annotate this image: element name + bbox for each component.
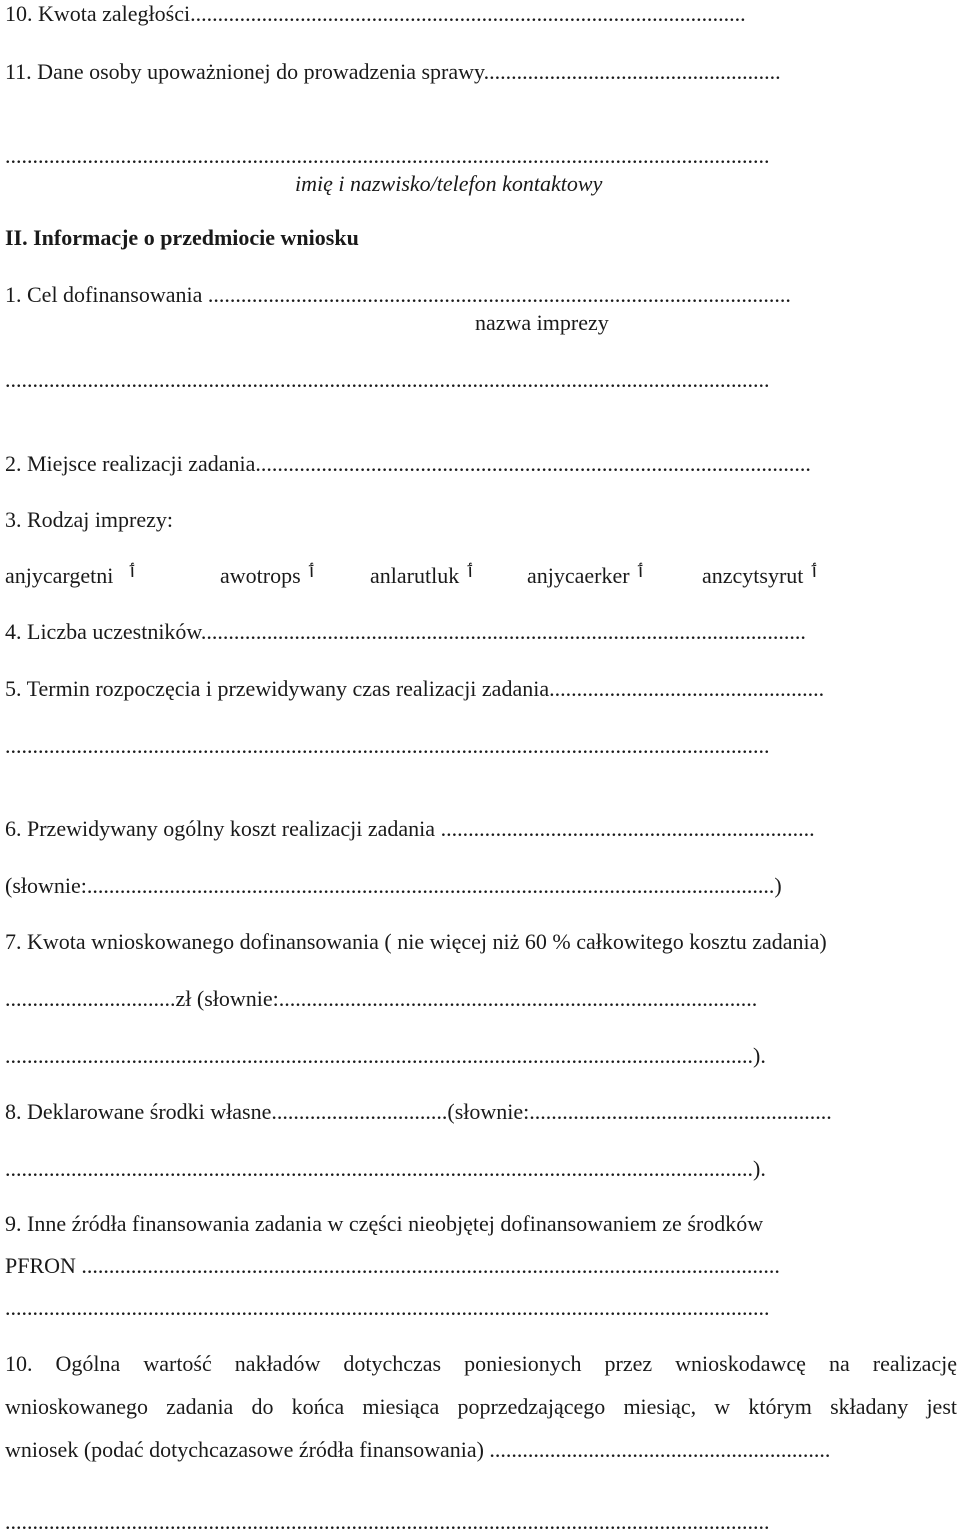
form-line-funding-sources: wniosek (podać dotychcazasowe źródła finansowania) .............................................................. (5, 1437, 831, 1462)
checkbox-icon[interactable]: ٲ (306, 562, 317, 582)
form-line-dots: ........................................................................................................................................). (5, 1043, 766, 1068)
caption-event-name: nazwa imprezy (475, 310, 609, 335)
form-line-requested-amount: 7. Kwota wnioskowanego dofinansowania ( nie więcej niż 60 % całkowitego kosztu zadania) (5, 929, 827, 954)
event-type-option[interactable] (370, 562, 475, 592)
section-heading-subject: II. Informacje o przedmiocie wniosku (5, 225, 359, 250)
option-label: anjycaerker (527, 563, 630, 588)
form-line-total-expenditure: 10. Ogólna wartość nakładów dotychczas poniesionych przez wnioskodawcę na realizację (5, 1351, 957, 1376)
event-type-option[interactable] (527, 562, 646, 592)
option-label: anzcytsyrut (702, 563, 804, 588)
form-line-purpose: 1. Cel dofinansowania .......................................................................................................... (5, 282, 791, 307)
option-label: anlarutluk (370, 563, 460, 588)
form-line-dots: ........................................................................................................................................... (5, 143, 770, 168)
checkbox-icon[interactable]: ٲ (465, 562, 476, 582)
caption-name-phone: imię i nazwisko/telefon kontaktowy (295, 171, 603, 196)
form-line-total-cost: 6. Przewidywany ogólny koszt realizacji zadania .................................................................... (5, 816, 815, 841)
form-line-amount-pln: ...............................zł (słownie:....................................................................................... (5, 986, 758, 1011)
form-line-dots: ........................................................................................................................................... (5, 733, 770, 758)
option-label: awotrops (220, 563, 301, 588)
form-line-dots: ........................................................................................................................................... (5, 1509, 770, 1534)
form-line-dots: ........................................................................................................................................... (5, 367, 770, 392)
event-type-option[interactable] (220, 562, 317, 592)
form-line-participants: 4. Liczba uczestników.............................................................................................................. (5, 619, 806, 644)
checkbox-icon[interactable]: ٲ (127, 562, 138, 582)
form-line-pfron: PFRON ............................................................................................................................... (5, 1253, 780, 1278)
form-line-other-sources: 9. Inne źródła finansowania zadania w części nieobjętej dofinansowaniem ze środków (5, 1211, 764, 1236)
form-line-total-expenditure-cont: wnioskowanego zadania do końca miesiąca poprzedzającego miesiąc, w którym składany jest (5, 1394, 957, 1419)
form-line-authorized-person: 11. Dane osoby upoważnionej do prowadzenia sprawy...................................................... (5, 59, 781, 84)
form-line-arrears: 10. Kwota zaległości..................................................................................................... (5, 1, 746, 26)
form-line-location: 2. Miejsce realizacji zadania..................................................................................................... (5, 451, 811, 476)
form-line-dots: ........................................................................................................................................). (5, 1156, 766, 1181)
form-line-in-words: (słownie:.............................................................................................................................) (5, 873, 782, 898)
form-line-event-type: 3. Rodzaj imprezy: (5, 507, 174, 532)
option-label: anjycargetni (5, 563, 114, 588)
event-type-option[interactable] (702, 562, 819, 592)
form-line-own-funds: 8. Deklarowane środki własne................................(słownie:....................................................... (5, 1099, 832, 1124)
checkbox-icon[interactable]: ٲ (635, 562, 646, 582)
event-type-option[interactable] (5, 562, 137, 592)
checkbox-icon[interactable]: ٲ (809, 562, 820, 582)
form-line-dots: ........................................................................................................................................... (5, 1295, 770, 1320)
form-line-schedule: 5. Termin rozpoczęcia i przewidywany czas realizacji zadania.................................................. (5, 676, 825, 701)
